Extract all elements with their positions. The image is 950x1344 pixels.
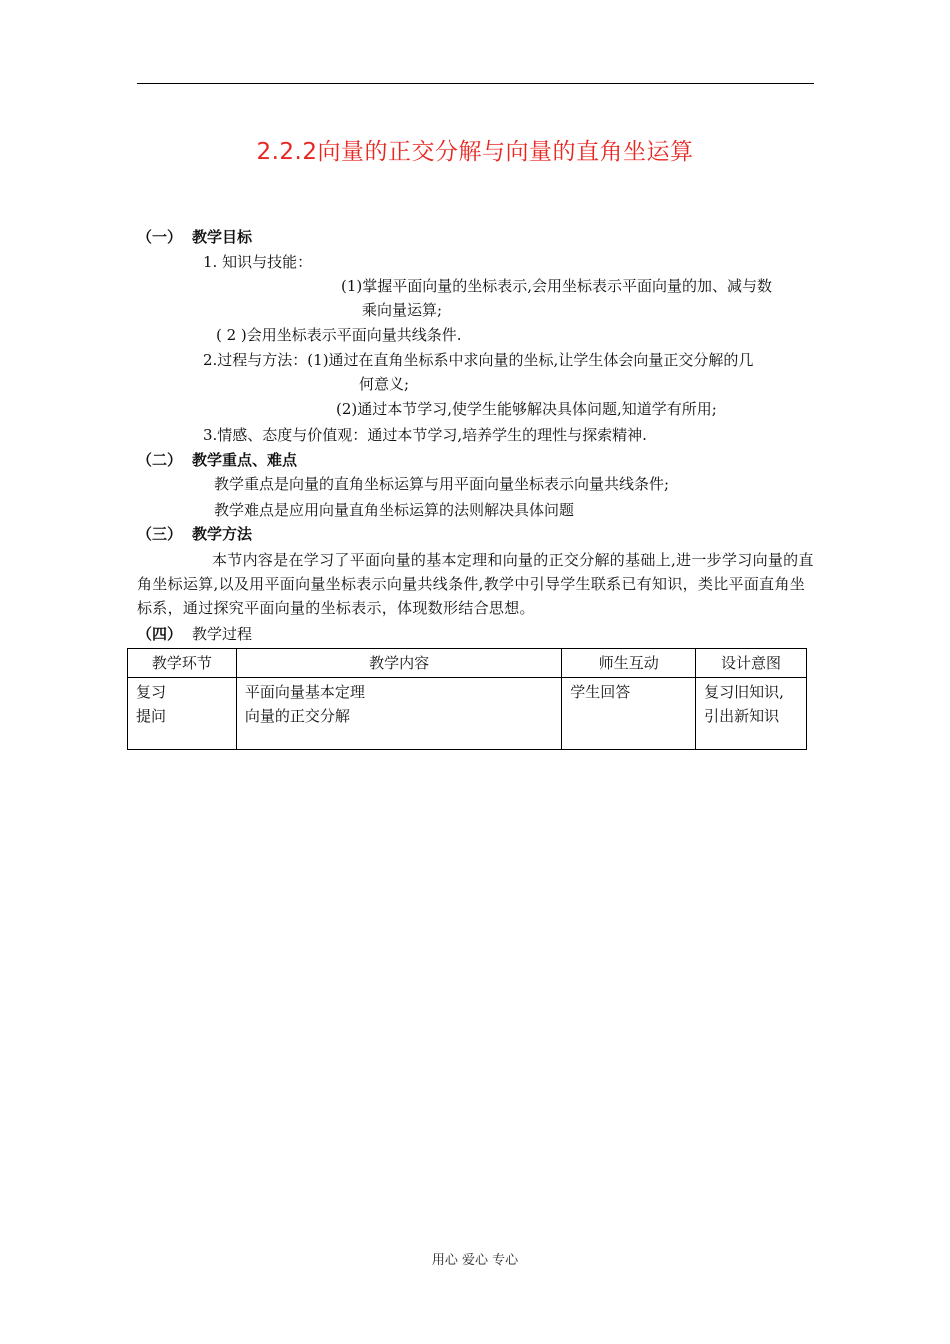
section-3-label: （三） xyxy=(137,525,183,543)
teaching-process-table xyxy=(127,648,807,750)
header-cell: 师生互动 xyxy=(562,649,696,678)
key-point-line: 教学重点是向量的直角坐标运算与用平面向量坐标表示向量共线条件; xyxy=(214,475,670,493)
section-4-title: 教学过程 xyxy=(192,625,253,643)
header-cell: 设计意图 xyxy=(696,649,807,678)
table-cell xyxy=(696,678,807,750)
objective-2-a-line1: 2.过程与方法：(1)通过在直角坐标系中求向量的坐标,让学生体会向量正交分解的几 xyxy=(203,351,754,369)
section-4-label: （四） xyxy=(137,625,183,643)
objective-3: 3.情感、态度与价值观：通过本节学习,培养学生的理性与探索精神. xyxy=(203,426,647,444)
cell-line: 复习旧知识, xyxy=(704,683,784,701)
section-4-heading xyxy=(137,623,252,645)
objective-2-a-line2: 何意义; xyxy=(359,375,410,393)
cell-line: 复习 xyxy=(136,683,167,701)
section-1-label: （一） xyxy=(137,228,183,246)
table-row xyxy=(128,678,807,750)
cell-line: 平面向量基本定理 xyxy=(244,683,365,701)
section-3-title: 教学方法 xyxy=(192,525,253,543)
cell-line: 向量的正交分解 xyxy=(244,707,350,725)
section-1-title: 教学目标 xyxy=(192,228,253,246)
table-cell xyxy=(562,678,696,750)
section-1-heading xyxy=(137,226,252,248)
header-cell: 教学内容 xyxy=(236,649,561,678)
section-2-title: 教学重点、难点 xyxy=(192,451,298,469)
header-rule xyxy=(137,83,814,84)
objective-1-a-line2: 乘向量运算; xyxy=(362,301,443,319)
section-2-heading xyxy=(137,449,297,471)
section-3-heading xyxy=(137,523,252,545)
section-2-label: （二） xyxy=(137,451,183,469)
cell-line: 引出新知识 xyxy=(704,707,780,725)
table-header-row xyxy=(128,649,807,678)
objective-1-heading: 1. 知识与技能： xyxy=(203,253,313,271)
objective-2-b: (2)通过本节学习,使学生能够解决具体问题,知道学有所用; xyxy=(336,400,717,418)
table-cell xyxy=(128,678,237,750)
document-title: 2.2.2向量的正交分解与向量的直角坐运算 xyxy=(256,139,694,165)
teaching-method-paragraph: 本节内容是在学习了平面向量的基本定理和向量的正交分解的基础上,进一步学习向量的直角坐标运算,以及用平面向量坐标表示向量共线条件,教学中引导学生联系已有知识，类比平面直角坐标系，通过探究平面向量的坐标表示，体现数形结合思想。 xyxy=(137,551,814,617)
objective-1-a-line1: (1)掌握平面向量的坐标表示,会用坐标表示平面向量的加、减与数 xyxy=(341,277,773,295)
cell-line: 提问 xyxy=(136,707,167,725)
page-footer: 用心 爱心 专心 xyxy=(431,1253,519,1268)
difficulty-line: 教学难点是应用向量直角坐标运算的法则解决具体问题 xyxy=(214,501,575,519)
objective-1-b: ( 2 )会用坐标表示平面向量共线条件. xyxy=(216,326,462,344)
header-cell: 教学环节 xyxy=(128,649,237,678)
cell-line: 学生回答 xyxy=(570,683,631,701)
table-cell xyxy=(236,678,561,750)
